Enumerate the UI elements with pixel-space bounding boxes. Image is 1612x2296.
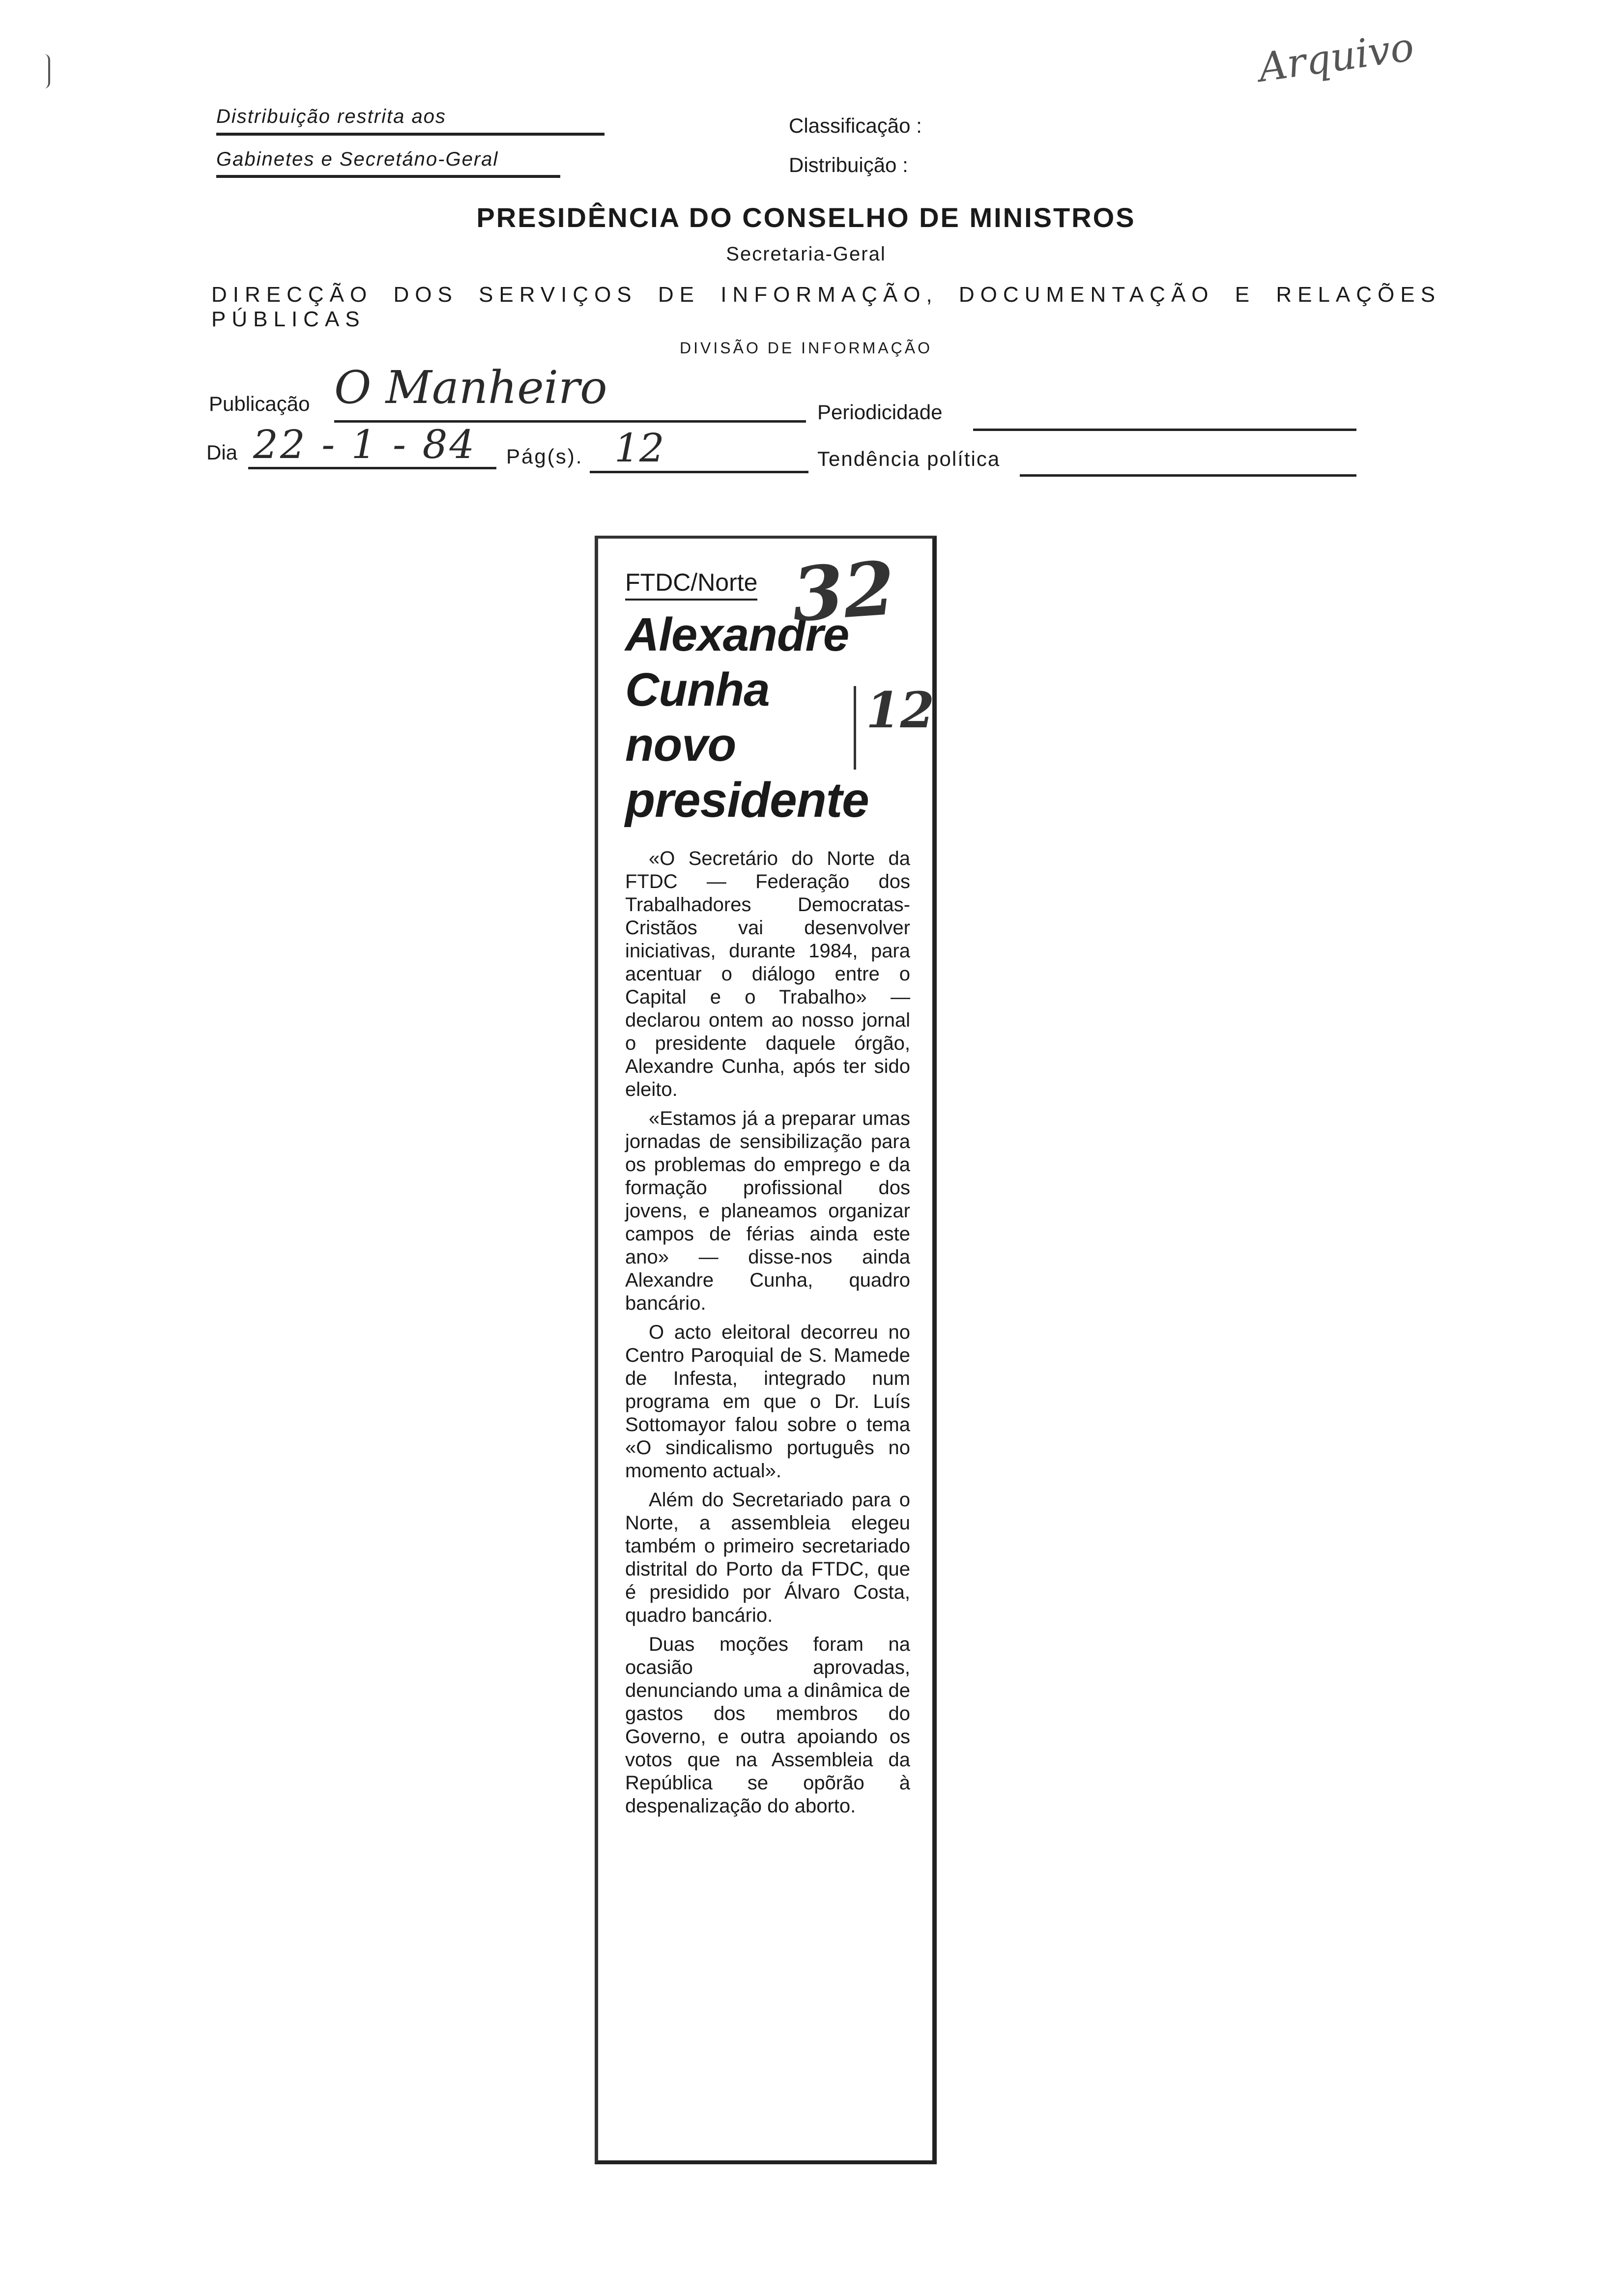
clip-margin-stroke bbox=[854, 686, 856, 770]
publicacao-value: O Manheiro bbox=[334, 361, 607, 414]
corner-handwritten-note: Arquivo bbox=[1256, 24, 1417, 91]
article-paragraph-4: Além do Secretariado para o Norte, a assembleia elegeu também o primeiro secretariado distrital do Porto da FTDC, que é presidido por Álvaro Costa, quadro bancário. bbox=[625, 1489, 910, 1626]
pags-value: 12 bbox=[614, 425, 664, 471]
restriction-line-1: Distribuição restrita aos bbox=[216, 106, 446, 127]
dia-value: 22 - 1 - 84 bbox=[253, 422, 477, 467]
article-body bbox=[625, 847, 910, 1818]
headline-line-3: novo bbox=[625, 718, 736, 771]
clip-number-top: 32 bbox=[789, 545, 898, 639]
restriction-underline-1 bbox=[216, 133, 604, 136]
secretaria-subtitle: Secretaria-Geral bbox=[726, 243, 886, 265]
article-paragraph-2: «Estamos já a preparar umas jornadas de sensibilização para os problemas do emprego e da formação profissional dos jovens, e planeamos organizar campos de férias ainda este ano» — disse-nos ainda Alexandre Cunha, quadro bancário. bbox=[625, 1108, 910, 1314]
article-paragraph-1: «O Secretário do Norte da FTDC — Federação dos Trabalhadores Democratas-Cristãos vai desenvolver iniciativas, durante 1984, para acentuar o diálogo entre o Capital e o Trabalho» — declarou ontem ao nosso jornal o presidente daquele órgão, Alexandre Cunha, após ter sido eleito. bbox=[625, 848, 910, 1100]
distribuicao-label: Distribuição : bbox=[789, 153, 908, 176]
article-kicker: FTDC/Norte bbox=[625, 568, 757, 601]
clip-number-bottom: 12 bbox=[866, 681, 935, 739]
margin-mark bbox=[44, 54, 50, 88]
direccao-title: DIRECÇÃO DOS SERVIÇOS DE INFORMAÇÃO, DOCUMENTAÇÃO E RELAÇÕES PÚBLICAS bbox=[211, 283, 1441, 331]
article-paragraph-3: O acto eleitoral decorreu no Centro Paroquial de S. Mamede de Infesta, integrado num programa em que o Dr. Luís Sottomayor falou sobre o tema «O sindicalismo português no momento actual». bbox=[625, 1321, 910, 1482]
article-paragraph-5: Duas moções foram na ocasião aprovadas, denunciando uma a dinâmica de gastos dos membros do Governo, e outra apoiando os votos que na Assembleia da República se opõrão à despenalização do aborto. bbox=[625, 1634, 910, 1817]
presidency-title: PRESIDÊNCIA DO CONSELHO DE MINISTROS bbox=[476, 202, 1136, 233]
tendencia-label: Tendência política bbox=[817, 447, 1001, 470]
publicacao-label: Publicação bbox=[209, 392, 310, 415]
restriction-line-2: Gabinetes e Secretáno-Geral bbox=[216, 148, 499, 170]
headline-line-2: Cunha bbox=[625, 663, 770, 716]
newspaper-clipping bbox=[595, 536, 937, 2164]
headline-line-1: Alexandre bbox=[625, 608, 849, 661]
periodicidade-line bbox=[973, 429, 1356, 431]
divisao-title: DIVISÃO DE INFORMAÇÃO bbox=[680, 339, 932, 357]
restriction-underline-2 bbox=[216, 175, 560, 178]
classificacao-label: Classificação : bbox=[789, 114, 922, 137]
tendencia-line bbox=[1020, 474, 1356, 477]
pags-label: Pág(s). bbox=[506, 445, 583, 468]
periodicidade-label: Periodicidade bbox=[817, 401, 943, 424]
dia-line bbox=[248, 467, 496, 469]
dia-label: Dia bbox=[206, 441, 238, 464]
clipping-content bbox=[625, 568, 910, 1824]
pags-line bbox=[590, 471, 808, 473]
headline-line-4: presidente bbox=[625, 773, 869, 828]
